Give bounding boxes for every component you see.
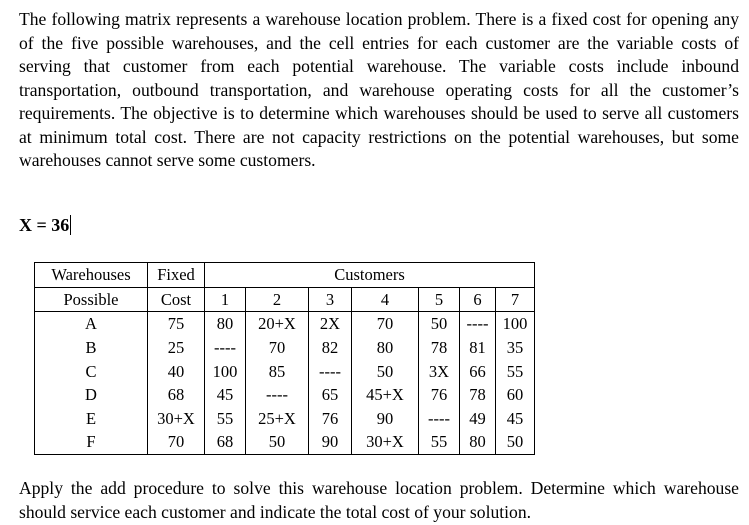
cost-cell: 81 bbox=[460, 336, 496, 360]
cost-cell: 100 bbox=[205, 359, 246, 383]
cost-cell: 76 bbox=[309, 407, 352, 431]
x-value: X = 36 bbox=[19, 215, 70, 235]
header-customer-2: 2 bbox=[246, 287, 309, 312]
cost-cell: ---- bbox=[460, 312, 496, 336]
cost-cell: 68 bbox=[205, 430, 246, 454]
cost-cell: 65 bbox=[309, 383, 352, 407]
cost-cell: ---- bbox=[309, 359, 352, 383]
cost-cell: 55 bbox=[496, 359, 535, 383]
header-customer-1: 1 bbox=[205, 287, 246, 312]
cost-cell: 45 bbox=[496, 407, 535, 431]
cost-cell: 45 bbox=[205, 383, 246, 407]
table-row bbox=[35, 336, 535, 360]
cost-cell: 66 bbox=[460, 359, 496, 383]
cost-cell: 80 bbox=[352, 336, 419, 360]
table-row bbox=[35, 430, 535, 454]
header-customer-5: 5 bbox=[419, 287, 460, 312]
cost-cell: 82 bbox=[309, 336, 352, 360]
fixed-cost-cell: 30+X bbox=[148, 407, 205, 431]
header-customer-6: 6 bbox=[460, 287, 496, 312]
matrix-body bbox=[35, 312, 535, 455]
fixed-cost-cell: 68 bbox=[148, 383, 205, 407]
cost-cell: 70 bbox=[246, 336, 309, 360]
table-header-row-2 bbox=[35, 287, 535, 312]
cost-cell: 3X bbox=[419, 359, 460, 383]
text-cursor bbox=[70, 215, 71, 235]
header-customer-7: 7 bbox=[496, 287, 535, 312]
cost-cell: 90 bbox=[309, 430, 352, 454]
cost-cell: 80 bbox=[460, 430, 496, 454]
warehouse-label: E bbox=[35, 407, 148, 431]
cost-matrix-table bbox=[34, 262, 535, 455]
warehouse-label: A bbox=[35, 312, 148, 336]
cost-cell: 55 bbox=[205, 407, 246, 431]
warehouse-label: C bbox=[35, 359, 148, 383]
cost-cell: 30+X bbox=[352, 430, 419, 454]
cost-cell: 70 bbox=[352, 312, 419, 336]
warehouse-label: D bbox=[35, 383, 148, 407]
cost-cell: 78 bbox=[419, 336, 460, 360]
table-row bbox=[35, 407, 535, 431]
cost-cell: 100 bbox=[496, 312, 535, 336]
cost-cell: ---- bbox=[246, 383, 309, 407]
fixed-cost-cell: 40 bbox=[148, 359, 205, 383]
cost-cell: 50 bbox=[496, 430, 535, 454]
cost-cell: 25+X bbox=[246, 407, 309, 431]
table-row bbox=[35, 383, 535, 407]
cost-cell: 2X bbox=[309, 312, 352, 336]
problem-description: The following matrix represents a warehouse location problem. There is a fixed cost for opening any of the five possible warehouses, and the cell entries for each customer are the variable costs of serving that customer from each potential warehouse. The variable costs include inbound transportation, outbound transportation, and warehouse operating costs for all the customer’s requirements. The objective is to determine which warehouses should be used to serve all customers at minimum total cost. There are not capacity restrictions on the potential warehouses, but some warehouses cannot serve some customers. bbox=[19, 9, 739, 170]
cost-cell: 78 bbox=[460, 383, 496, 407]
fixed-cost-cell: 70 bbox=[148, 430, 205, 454]
cost-cell: 90 bbox=[352, 407, 419, 431]
cost-cell: 50 bbox=[246, 430, 309, 454]
cost-cell: 55 bbox=[419, 430, 460, 454]
fixed-cost-cell: 75 bbox=[148, 312, 205, 336]
fixed-cost-cell: 25 bbox=[148, 336, 205, 360]
cost-cell: 20+X bbox=[246, 312, 309, 336]
task-instructions: Apply the add procedure to solve this warehouse location problem. Determine which warehouse should service each customer and indicate the total cost of your solution. bbox=[19, 478, 739, 522]
header-warehouses: Warehouses bbox=[35, 263, 148, 288]
cost-cell: 60 bbox=[496, 383, 535, 407]
warehouse-label: F bbox=[35, 430, 148, 454]
warehouse-label: B bbox=[35, 336, 148, 360]
cost-cell: 85 bbox=[246, 359, 309, 383]
cost-cell: 49 bbox=[460, 407, 496, 431]
header-customer-3: 3 bbox=[309, 287, 352, 312]
cost-cell: 45+X bbox=[352, 383, 419, 407]
cost-cell: ---- bbox=[419, 407, 460, 431]
header-customers: Customers bbox=[205, 263, 535, 288]
cost-cell: 35 bbox=[496, 336, 535, 360]
table-header-row-1 bbox=[35, 263, 535, 288]
cost-cell: 50 bbox=[352, 359, 419, 383]
table-row bbox=[35, 312, 535, 336]
cost-cell: 80 bbox=[205, 312, 246, 336]
table-row bbox=[35, 359, 535, 383]
cost-cell: 76 bbox=[419, 383, 460, 407]
cost-cell: 50 bbox=[419, 312, 460, 336]
cost-cell: ---- bbox=[205, 336, 246, 360]
header-cost: Cost bbox=[148, 287, 205, 312]
header-possible: Possible bbox=[35, 287, 148, 312]
header-customer-4: 4 bbox=[352, 287, 419, 312]
x-value-line bbox=[19, 215, 71, 236]
header-fixed: Fixed bbox=[148, 263, 205, 288]
